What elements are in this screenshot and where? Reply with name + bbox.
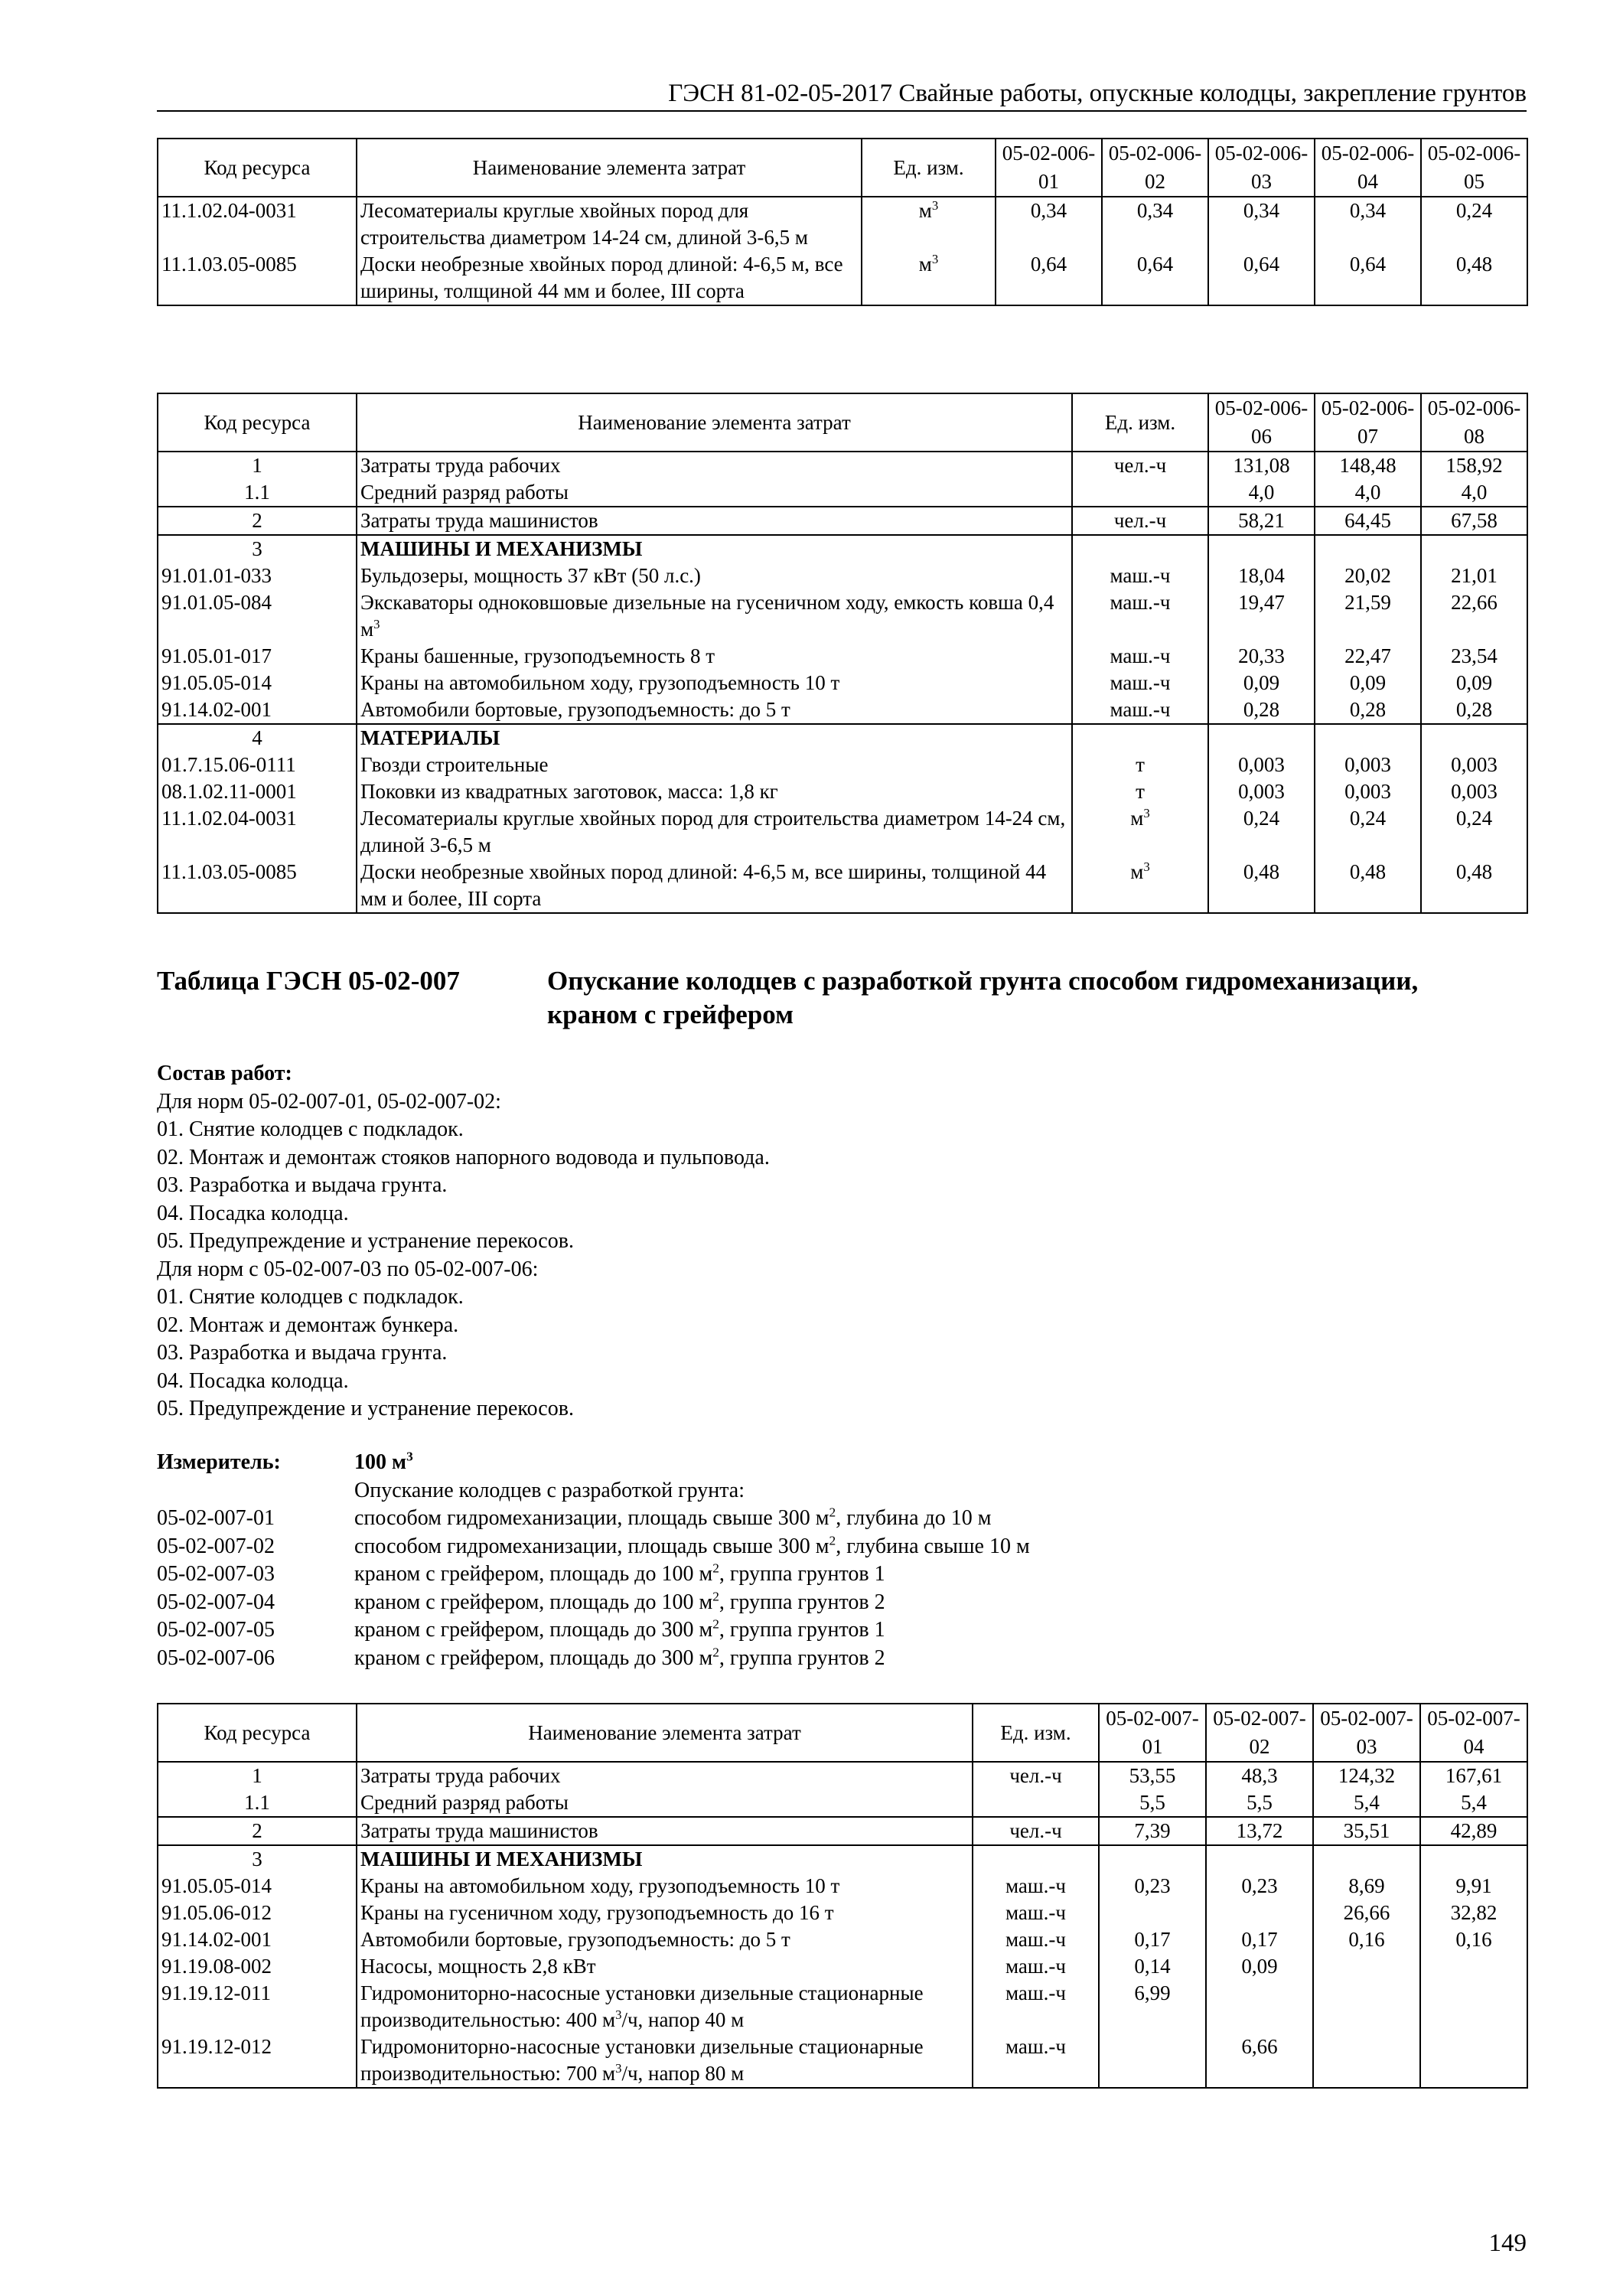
resource-name: Затраты труда рабочих: [357, 452, 1072, 479]
value-cell: 5,5: [1206, 1789, 1313, 1817]
value-cell: [1315, 535, 1421, 563]
measure-text: краном с грейфером, площадь до 300 $м^2$, группа грунтов 2: [354, 1645, 885, 1670]
value-cell: 0,64: [996, 251, 1102, 305]
measure-item: [157, 1533, 1527, 1561]
resource-code: 91.14.02-001: [158, 696, 357, 724]
value-cell: 0,09: [1206, 1953, 1313, 1980]
measure-intro: Опускание колодцев с разработкой грунта:: [354, 1478, 745, 1502]
resource-code: 2: [158, 507, 357, 535]
table-row: [158, 479, 1527, 507]
resource-code: 91.19.08-002: [158, 1953, 357, 1980]
table-row: [158, 1900, 1527, 1926]
value-cell: 22,47: [1315, 643, 1421, 670]
value-cell: 148,48: [1315, 452, 1421, 479]
measure-text: способом гидромеханизации, площадь свыше 300 $м^2$, глубина до 10 м: [354, 1505, 992, 1530]
unit-cell: маш.-ч: [973, 1873, 1099, 1900]
column-header: 05-02-006-02: [1102, 139, 1208, 197]
column-header: 05-02-006-04: [1315, 139, 1421, 197]
work-line: 05. Предупреждение и устранение перекосов.: [157, 1397, 574, 1420]
column-header: 05-02-006-08: [1421, 393, 1527, 452]
measure-code: 05-02-007-04: [157, 1590, 275, 1614]
unit-cell: чел.-ч: [1072, 507, 1208, 535]
value-cell: 48,3: [1206, 1762, 1313, 1789]
section-label: Таблица ГЭСН 05-02-007: [157, 966, 460, 996]
value-cell: 0,09: [1315, 670, 1421, 696]
value-cell: 0,17: [1099, 1926, 1206, 1953]
work-line: 05. Предупреждение и устранение перекосов.: [157, 1229, 574, 1253]
resource-code: 91.19.12-012: [158, 2033, 357, 2088]
unit-cell: чел.-ч: [1072, 452, 1208, 479]
table-row: [158, 752, 1527, 778]
unit-cell: $м^3$: [862, 197, 996, 251]
unit-cell: маш.-ч: [1072, 670, 1208, 696]
measure-text: способом гидромеханизации, площадь свыше 300 $м^2$, глубина свыше 10 м: [354, 1533, 1030, 1558]
value-cell: 0,23: [1206, 1873, 1313, 1900]
unit-cell: маш.-ч: [973, 2033, 1099, 2088]
resource-code: 91.14.02-001: [158, 1926, 357, 1953]
resource-code: 4: [158, 724, 357, 752]
resource-code: 1.1: [158, 1789, 357, 1817]
measure-text: краном с грейфером, площадь до 100 $м^2$, группа грунтов 1: [354, 1561, 885, 1586]
measure-item: [157, 1645, 1527, 1673]
table-row: [158, 1762, 1527, 1789]
column-header: 05-02-007-04: [1420, 1704, 1527, 1762]
table-row: [158, 507, 1527, 535]
value-cell: 0,003: [1208, 778, 1315, 805]
table-row: [158, 1789, 1527, 1817]
value-cell: 158,92: [1421, 452, 1527, 479]
resource-name: Автомобили бортовые, грузоподъемность: до 5 т: [357, 696, 1072, 724]
column-header: Наименование элемента затрат: [357, 393, 1072, 452]
work-composition: [157, 1060, 1527, 1424]
resource-name: Лесоматериалы круглые хвойных пород для строительства диаметром 14-24 см, длиной 3-6,5 м: [357, 197, 862, 251]
value-cell: 0,23: [1099, 1873, 1206, 1900]
resource-code: 1.1: [158, 479, 357, 507]
value-cell: 0,28: [1315, 696, 1421, 724]
table-row: [158, 1873, 1527, 1900]
column-header: Ед. изм.: [1072, 393, 1208, 452]
value-cell: 124,32: [1313, 1762, 1420, 1789]
measure-code: 05-02-007-05: [157, 1618, 275, 1642]
table-header: [158, 393, 1527, 452]
table-row: [158, 1953, 1527, 1980]
table-row: [158, 589, 1527, 643]
value-cell: 0,003: [1315, 752, 1421, 778]
resource-code: 11.1.03.05-0085: [158, 251, 357, 305]
value-cell: [1313, 1953, 1420, 1980]
measure-text: краном с грейфером, площадь до 100 $м^2$, группа грунтов 2: [354, 1589, 885, 1614]
table-row: [158, 563, 1527, 589]
value-cell: 0,24: [1208, 805, 1315, 859]
unit-cell: чел.-ч: [973, 1817, 1099, 1845]
resource-name: Краны на автомобильном ходу, грузоподъемность 10 т: [357, 1873, 973, 1900]
value-cell: 0,24: [1421, 805, 1527, 859]
work-line: 02. Монтаж и демонтаж стояков напорного водовода и пульповода.: [157, 1145, 770, 1169]
value-cell: 0,28: [1208, 696, 1315, 724]
value-cell: 8,69: [1313, 1873, 1420, 1900]
resource-code: 3: [158, 535, 357, 563]
value-cell: 58,21: [1208, 507, 1315, 535]
table-row: [158, 1980, 1527, 2033]
value-cell: 0,003: [1208, 752, 1315, 778]
unit-cell: маш.-ч: [973, 1926, 1099, 1953]
resource-code: 3: [158, 1845, 357, 1873]
value-cell: 4,0: [1315, 479, 1421, 507]
value-cell: 19,47: [1208, 589, 1315, 643]
table-row: [158, 1926, 1527, 1953]
value-cell: 0,34: [1315, 197, 1421, 251]
column-header: Наименование элемента затрат: [357, 1704, 973, 1762]
work-line: Для норм с 05-02-007-03 по 05-02-007-06:: [157, 1257, 539, 1281]
value-cell: 21,01: [1421, 563, 1527, 589]
measure-item: [157, 1505, 1527, 1533]
column-header: 05-02-007-02: [1206, 1704, 1313, 1762]
column-header: Код ресурса: [158, 1704, 357, 1762]
value-cell: 9,91: [1420, 1873, 1527, 1900]
value-cell: [1099, 1900, 1206, 1926]
work-line: Для норм 05-02-007-01, 05-02-007-02:: [157, 1089, 501, 1114]
value-cell: [1208, 724, 1315, 752]
column-header: 05-02-006-07: [1315, 393, 1421, 452]
resource-code: 1: [158, 1762, 357, 1789]
resource-code: 91.05.05-014: [158, 1873, 357, 1900]
unit-cell: маш.-ч: [973, 1900, 1099, 1926]
value-cell: 0,17: [1206, 1926, 1313, 1953]
resource-name: Автомобили бортовые, грузоподъемность: до 5 т: [357, 1926, 973, 1953]
table-row: [158, 859, 1527, 913]
value-cell: 32,82: [1420, 1900, 1527, 1926]
unit-cell: [973, 1789, 1099, 1817]
value-cell: 0,24: [1315, 805, 1421, 859]
value-cell: [1313, 2033, 1420, 2088]
resource-name: Гидромониторно-насосные установки дизельные стационарные производительностью: 700 $м^3/ч$, напор 80 м: [357, 2033, 973, 2088]
value-cell: 5,4: [1420, 1789, 1527, 1817]
column-header: Наименование элемента затрат: [357, 139, 862, 197]
unit-cell: маш.-ч: [973, 1953, 1099, 1980]
value-cell: 0,09: [1421, 670, 1527, 696]
table-row: [158, 251, 1527, 305]
unit-cell: $м^3$: [1072, 805, 1208, 859]
measure-label: Измеритель:: [157, 1450, 281, 1474]
resource-name: МАШИНЫ И МЕХАНИЗМЫ: [357, 535, 1072, 563]
resource-name: Бульдозеры, мощность 37 кВт (50 л.с.): [357, 563, 1072, 589]
resource-name: Средний разряд работы: [357, 479, 1072, 507]
table-row: [158, 670, 1527, 696]
value-cell: [1206, 1900, 1313, 1926]
value-cell: [1421, 535, 1527, 563]
work-line: 04. Посадка колодца.: [157, 1368, 349, 1393]
value-cell: 0,48: [1315, 859, 1421, 913]
resource-code: 11.1.02.04-0031: [158, 805, 357, 859]
resource-code: 2: [158, 1817, 357, 1845]
resource-name: Затраты труда машинистов: [357, 507, 1072, 535]
value-cell: 5,4: [1313, 1789, 1420, 1817]
norm-table-006-part1: [157, 138, 1528, 306]
value-cell: [1420, 1953, 1527, 1980]
value-cell: 0,64: [1208, 251, 1315, 305]
column-header: Ед. изм.: [862, 139, 996, 197]
value-cell: [1421, 724, 1527, 752]
resource-name: Краны башенные, грузоподъемность 8 т: [357, 643, 1072, 670]
work-line: 02. Монтаж и демонтаж бункера.: [157, 1313, 459, 1337]
resource-name: Затраты труда рабочих: [357, 1762, 973, 1789]
value-cell: 53,55: [1099, 1762, 1206, 1789]
resource-name: Насосы, мощность 2,8 кВт: [357, 1953, 973, 1980]
table-row: [158, 452, 1527, 479]
resource-name: Доски необрезные хвойных пород длиной: 4-6,5 м, все ширины, толщиной 44 мм и более, III сорта: [357, 859, 1072, 913]
value-cell: [1206, 1845, 1313, 1873]
value-cell: 0,64: [1102, 251, 1208, 305]
table-row: [158, 2033, 1527, 2088]
table-row: [158, 1817, 1527, 1845]
resource-name: Краны на автомобильном ходу, грузоподъемность 10 т: [357, 670, 1072, 696]
value-cell: 4,0: [1421, 479, 1527, 507]
unit-cell: [1072, 535, 1208, 563]
value-cell: 0,34: [1102, 197, 1208, 251]
value-cell: 131,08: [1208, 452, 1315, 479]
table-row: [158, 724, 1527, 752]
value-cell: 0,34: [1208, 197, 1315, 251]
measure-text: краном с грейфером, площадь до 300 $м^2$, группа грунтов 1: [354, 1616, 885, 1642]
unit-cell: маш.-ч: [1072, 563, 1208, 589]
work-line: 03. Разработка и выдача грунта.: [157, 1341, 448, 1365]
resource-code: 1: [158, 452, 357, 479]
unit-cell: [973, 1845, 1099, 1873]
unit-cell: маш.-ч: [973, 1980, 1099, 2033]
resource-name: Лесоматериалы круглые хвойных пород для строительства диаметром 14-24 см, длиной 3-6,5 м: [357, 805, 1072, 859]
column-header: 05-02-006-01: [996, 139, 1102, 197]
resource-name: Средний разряд работы: [357, 1789, 973, 1817]
resource-name: МАШИНЫ И МЕХАНИЗМЫ: [357, 1845, 973, 1873]
value-cell: 6,99: [1099, 1980, 1206, 2033]
column-header: 05-02-007-03: [1313, 1704, 1420, 1762]
value-cell: 13,72: [1206, 1817, 1313, 1845]
value-cell: 7,39: [1099, 1817, 1206, 1845]
measure-item: [157, 1589, 1527, 1617]
column-header: Ед. изм.: [973, 1704, 1099, 1762]
value-cell: 64,45: [1315, 507, 1421, 535]
measure-code: 05-02-007-03: [157, 1562, 275, 1586]
value-cell: 67,58: [1421, 507, 1527, 535]
value-cell: 0,34: [996, 197, 1102, 251]
value-cell: [1420, 2033, 1527, 2088]
work-line: 01. Снятие колодцев с подкладок.: [157, 1117, 464, 1141]
value-cell: 0,48: [1421, 859, 1527, 913]
norm-table-006-part2: [157, 393, 1528, 914]
value-cell: 18,04: [1208, 563, 1315, 589]
value-cell: 42,89: [1420, 1817, 1527, 1845]
table-row: [158, 535, 1527, 563]
table-row: [158, 1845, 1527, 1873]
resource-code: 91.19.12-011: [158, 1980, 357, 2033]
column-header: Код ресурса: [158, 139, 357, 197]
value-cell: [1313, 1845, 1420, 1873]
resource-name: МАТЕРИАЛЫ: [357, 724, 1072, 752]
norm-table-007: [157, 1703, 1528, 2089]
value-cell: [1315, 724, 1421, 752]
measure-code: 05-02-007-06: [157, 1645, 275, 1670]
value-cell: 0,64: [1315, 251, 1421, 305]
table-row: [158, 643, 1527, 670]
value-cell: 0,003: [1421, 752, 1527, 778]
column-header: 05-02-006-06: [1208, 393, 1315, 452]
value-cell: 0,09: [1208, 670, 1315, 696]
measure-code: 05-02-007-02: [157, 1534, 275, 1558]
value-cell: 0,16: [1313, 1926, 1420, 1953]
table-row: [158, 805, 1527, 859]
resource-name: Поковки из квадратных заготовок, масса: 1,8 кг: [357, 778, 1072, 805]
value-cell: 0,24: [1421, 197, 1527, 251]
unit-cell: маш.-ч: [1072, 696, 1208, 724]
resource-code: 08.1.02.11-0001: [158, 778, 357, 805]
unit-cell: $м^3$: [1072, 859, 1208, 913]
value-cell: [1313, 1980, 1420, 2033]
value-cell: 0,48: [1421, 251, 1527, 305]
unit-cell: т: [1072, 752, 1208, 778]
resource-code: 91.01.01-033: [158, 563, 357, 589]
unit-cell: $м^3$: [862, 251, 996, 305]
resource-code: 01.7.15.06-0111: [158, 752, 357, 778]
value-cell: [1420, 1980, 1527, 2033]
resource-code: 91.01.05-084: [158, 589, 357, 643]
measure-code: 05-02-007-01: [157, 1506, 275, 1530]
value-cell: 21,59: [1315, 589, 1421, 643]
table-header: [158, 1704, 1527, 1762]
column-header: 05-02-006-03: [1208, 139, 1315, 197]
value-cell: 0,16: [1420, 1926, 1527, 1953]
resource-name: Гидромониторно-насосные установки дизельные стационарные производительностью: 400 $м^3/ч$, напор 40 м: [357, 1980, 973, 2033]
value-cell: 26,66: [1313, 1900, 1420, 1926]
value-cell: 23,54: [1421, 643, 1527, 670]
value-cell: 0,003: [1315, 778, 1421, 805]
unit-cell: маш.-ч: [1072, 589, 1208, 643]
resource-name: Гвозди строительные: [357, 752, 1072, 778]
value-cell: 20,33: [1208, 643, 1315, 670]
column-header: 05-02-007-01: [1099, 1704, 1206, 1762]
measure-item: [157, 1616, 1527, 1645]
table-row: [158, 197, 1527, 251]
value-cell: 0,28: [1421, 696, 1527, 724]
value-cell: [1208, 535, 1315, 563]
value-cell: [1206, 1980, 1313, 2033]
unit-cell: маш.-ч: [1072, 643, 1208, 670]
value-cell: [1099, 2033, 1206, 2088]
value-cell: 6,66: [1206, 2033, 1313, 2088]
resource-name: Затраты труда машинистов: [357, 1817, 973, 1845]
value-cell: [1099, 1845, 1206, 1873]
unit-cell: чел.-ч: [973, 1762, 1099, 1789]
work-line: 03. Разработка и выдача грунта.: [157, 1173, 448, 1197]
work-line: 01. Снятие колодцев с подкладок.: [157, 1285, 464, 1309]
value-cell: 4,0: [1208, 479, 1315, 507]
measure-block: [157, 1449, 1527, 1672]
resource-name: Экскаваторы одноковшовые дизельные на гусеничном ходу, емкость ковша 0,4 $м^3$: [357, 589, 1072, 643]
work-heading: Состав работ:: [157, 1062, 292, 1085]
value-cell: 20,02: [1315, 563, 1421, 589]
value-cell: 22,66: [1421, 589, 1527, 643]
table-header: [158, 139, 1527, 197]
unit-cell: [1072, 479, 1208, 507]
value-cell: 0,003: [1421, 778, 1527, 805]
resource-name: Доски необрезные хвойных пород длиной: 4-6,5 м, все ширины, толщиной 44 мм и более, III сорта: [357, 251, 862, 305]
value-cell: 35,51: [1313, 1817, 1420, 1845]
value-cell: [1420, 1845, 1527, 1873]
value-cell: 0,48: [1208, 859, 1315, 913]
resource-code: 11.1.03.05-0085: [158, 859, 357, 913]
column-header: Код ресурса: [158, 393, 357, 452]
value-cell: 0,14: [1099, 1953, 1206, 1980]
resource-code: 91.05.05-014: [158, 670, 357, 696]
table-row: [158, 778, 1527, 805]
resource-code: 91.05.06-012: [158, 1900, 357, 1926]
unit-cell: [1072, 724, 1208, 752]
resource-name: Краны на гусеничном ходу, грузоподъемность до 16 т: [357, 1900, 973, 1926]
page-header: ГЭСН 81-02-05-2017 Свайные работы, опускные колодцы, закрепление грунтов: [157, 78, 1527, 112]
page-number: 149: [1488, 2229, 1527, 2257]
measure-value: 100 $м^3$: [354, 1449, 413, 1474]
measure-item: [157, 1561, 1527, 1589]
value-cell: 167,61: [1420, 1762, 1527, 1789]
column-header: 05-02-006-05: [1421, 139, 1527, 197]
resource-code: 91.05.01-017: [158, 643, 357, 670]
resource-code: 11.1.02.04-0031: [158, 197, 357, 251]
value-cell: 5,5: [1099, 1789, 1206, 1817]
unit-cell: т: [1072, 778, 1208, 805]
work-line: 04. Посадка колодца.: [157, 1201, 349, 1225]
table-row: [158, 696, 1527, 724]
section-heading: Опускание колодцев с разработкой грунта способом гидромеханизации, краном с грейфером: [547, 966, 1419, 1029]
